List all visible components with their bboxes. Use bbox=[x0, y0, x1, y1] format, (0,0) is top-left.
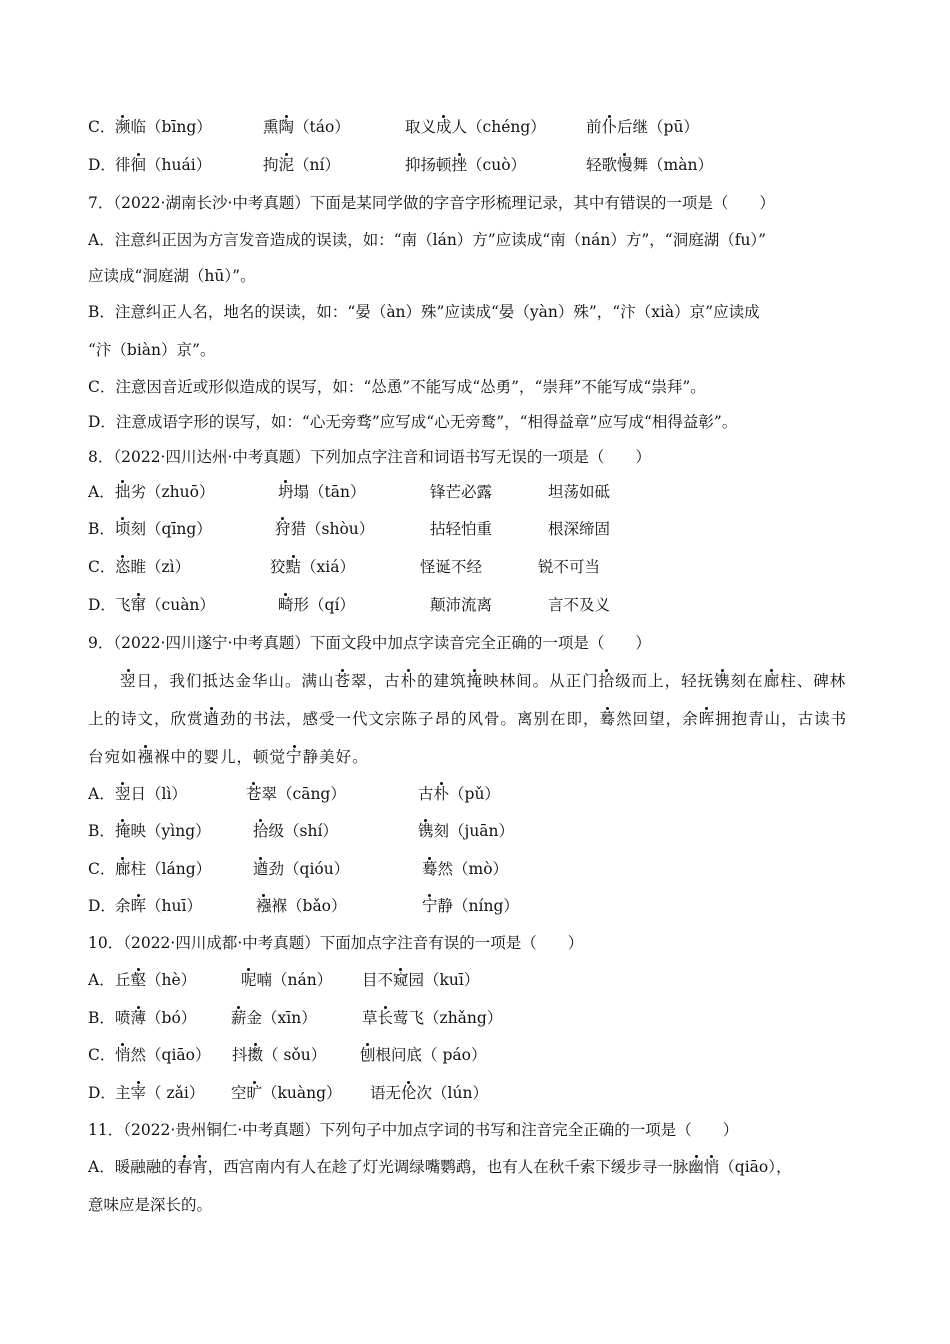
option-item: 狡黠（xiá） bbox=[270, 558, 355, 576]
q11-stem: 11．（2022·贵州铜仁·中考真题）下列句子中加点字词的书写和注音完全正确的一项是（ ） bbox=[88, 1121, 739, 1139]
option-label: B． bbox=[88, 1009, 115, 1027]
option-item: 言不及义 bbox=[548, 596, 611, 614]
q9-passage-line: 翌日，我们抵达金华山。满山苍翠，古朴的建筑掩映林间。从正门拾级而上，轻抚镌刻在廊柱、碑林 bbox=[120, 672, 847, 690]
option-item: 恣睢（zì） bbox=[115, 558, 191, 576]
option-item: 濒临（bīng） bbox=[115, 118, 212, 136]
q11-option-a[interactable]: A．暖融融的春宵，西宫南内有人在趁了灯光调绿嘴鹦鹉，也有人在秋千索下缓步寻一脉幽悄（qiāo）， bbox=[88, 1158, 792, 1176]
q7-option-a-cont: 应读成“洞庭湖（hū）”。 bbox=[88, 267, 256, 285]
q9-passage-line: 台宛如襁褓中的婴儿，顿觉宁静美好。 bbox=[88, 748, 369, 766]
option-label: A． bbox=[88, 483, 115, 501]
option-item: 呢喃（nán） bbox=[241, 971, 333, 989]
option-label: A． bbox=[88, 785, 115, 803]
option-item: 抖擞（ sǒu） bbox=[232, 1046, 327, 1064]
option-item: 遒劲（qióu） bbox=[253, 860, 350, 878]
option-item: 宁静（níng） bbox=[422, 897, 519, 915]
option-label: D． bbox=[88, 156, 116, 174]
option-item: 熏陶（táo） bbox=[263, 118, 350, 136]
q7-option-c[interactable]: C．注意因音近或形似造成的误写，如：“怂恿”不能写成“怂勇”，“崇拜”不能写成“祟拜”。 bbox=[88, 378, 706, 396]
option-item: 怪诞不经 bbox=[420, 558, 483, 576]
option-item: 薪金（xīn） bbox=[231, 1009, 317, 1027]
option-item: 拾级（shí） bbox=[253, 822, 338, 840]
option-item: 锐不可当 bbox=[538, 558, 601, 576]
option-item: 顷刻（qīng） bbox=[115, 520, 212, 538]
option-item: 根深缔固 bbox=[548, 520, 611, 538]
option-label: B． bbox=[88, 520, 115, 538]
q7-option-a[interactable]: A．注意纠正因为方言发音造成的误读，如：“南（lán）方”应读成“南（nán）方”，“洞庭湖（fu）” bbox=[88, 231, 767, 249]
q11-option-a-cont: 意味应是深长的。 bbox=[88, 1196, 213, 1214]
option-item: 掩映（yìng） bbox=[115, 822, 211, 840]
option-item: 苍翠（cāng） bbox=[246, 785, 346, 803]
q7-stem: 7．（2022·湖南长沙·中考真题）下面是某同学做的字音字形梳理记录，其中有错误的一项是（ ） bbox=[88, 194, 775, 212]
option-item: 目不窥园（kuī） bbox=[362, 971, 480, 989]
option-item: 抑扬顿挫（cuò） bbox=[405, 156, 527, 174]
option-item: 颠沛流离 bbox=[430, 596, 493, 614]
option-item: 语无伦次（lún） bbox=[370, 1084, 488, 1102]
option-item: 古朴（pǔ） bbox=[418, 785, 500, 803]
option-item: 畸形（qí） bbox=[278, 596, 355, 614]
option-label: D． bbox=[88, 596, 116, 614]
option-item: 飞窜（cuàn） bbox=[115, 596, 215, 614]
option-label: A． bbox=[88, 971, 115, 989]
option-label: B． bbox=[88, 822, 115, 840]
option-item: 悄然（qiāo） bbox=[115, 1046, 211, 1064]
option-label: C． bbox=[88, 860, 116, 878]
q10-stem: 10．（2022·四川成都·中考真题）下面加点字注音有误的一项是（ ） bbox=[88, 934, 584, 952]
option-item: 拙劣（zhuō） bbox=[115, 483, 215, 501]
option-item: 徘徊（huái） bbox=[115, 156, 212, 174]
option-item: 主宰（ zǎi） bbox=[115, 1084, 205, 1102]
option-item: 锋芒必露 bbox=[430, 483, 493, 501]
option-label: D． bbox=[88, 897, 116, 915]
option-label: C． bbox=[88, 1046, 116, 1064]
option-item: 空旷（kuàng） bbox=[231, 1084, 342, 1102]
option-item: 丘壑（hè） bbox=[115, 971, 197, 989]
q7-option-b-cont: “汴（biàn）京”。 bbox=[88, 341, 216, 359]
option-item: 余晖（huī） bbox=[115, 897, 202, 915]
option-item: 翌日（lì） bbox=[115, 785, 187, 803]
option-item: 蓦然（mò） bbox=[422, 860, 509, 878]
option-item: 取义成人（chéng） bbox=[405, 118, 546, 136]
option-item: 轻歌慢舞（màn） bbox=[586, 156, 713, 174]
q8-stem: 8．（2022·四川达州·中考真题）下列加点字注音和词语书写无误的一项是（ ） bbox=[88, 448, 651, 466]
q7-option-b[interactable]: B．注意纠正人名，地名的误读，如：“晏（àn）殊”应读成“晏（yàn）殊”，“汴（xià）京”应读成 bbox=[88, 303, 760, 321]
option-item: 喷薄（bó） bbox=[115, 1009, 197, 1027]
option-item: 拘泥（ní） bbox=[263, 156, 340, 174]
q9-passage-line: 上的诗文，欣赏遒劲的书法，感受一代文宗陈子昂的风骨。离别在即，蓦然回望，余晖拥抱青山，古读书 bbox=[88, 710, 848, 728]
option-label: C． bbox=[88, 558, 116, 576]
option-item: 坦荡如砥 bbox=[548, 483, 611, 501]
q7-option-d[interactable]: D．注意成语字形的误写，如：“心无旁骛”应写成“心无旁鹜”，“相得益章”应写成“相得益彰”。 bbox=[88, 413, 738, 431]
option-item: 草长莺飞（zhǎng） bbox=[362, 1009, 503, 1027]
option-item: 坍塌（tān） bbox=[278, 483, 366, 501]
option-item: 前仆后继（pū） bbox=[586, 118, 699, 136]
q9-stem: 9．（2022·四川遂宁·中考真题）下面文段中加点字读音完全正确的一项是（ ） bbox=[88, 634, 651, 652]
option-item: 襁褓（bǎo） bbox=[256, 897, 347, 915]
option-item: 镌刻（juān） bbox=[418, 822, 515, 840]
option-label: C． bbox=[88, 118, 116, 136]
option-item: 拈轻怕重 bbox=[430, 520, 493, 538]
option-item: 廊柱（láng） bbox=[115, 860, 212, 878]
option-item: 刨根问底（ páo） bbox=[360, 1046, 487, 1064]
option-item: 狩猎（shòu） bbox=[275, 520, 375, 538]
option-label: D． bbox=[88, 1084, 116, 1102]
